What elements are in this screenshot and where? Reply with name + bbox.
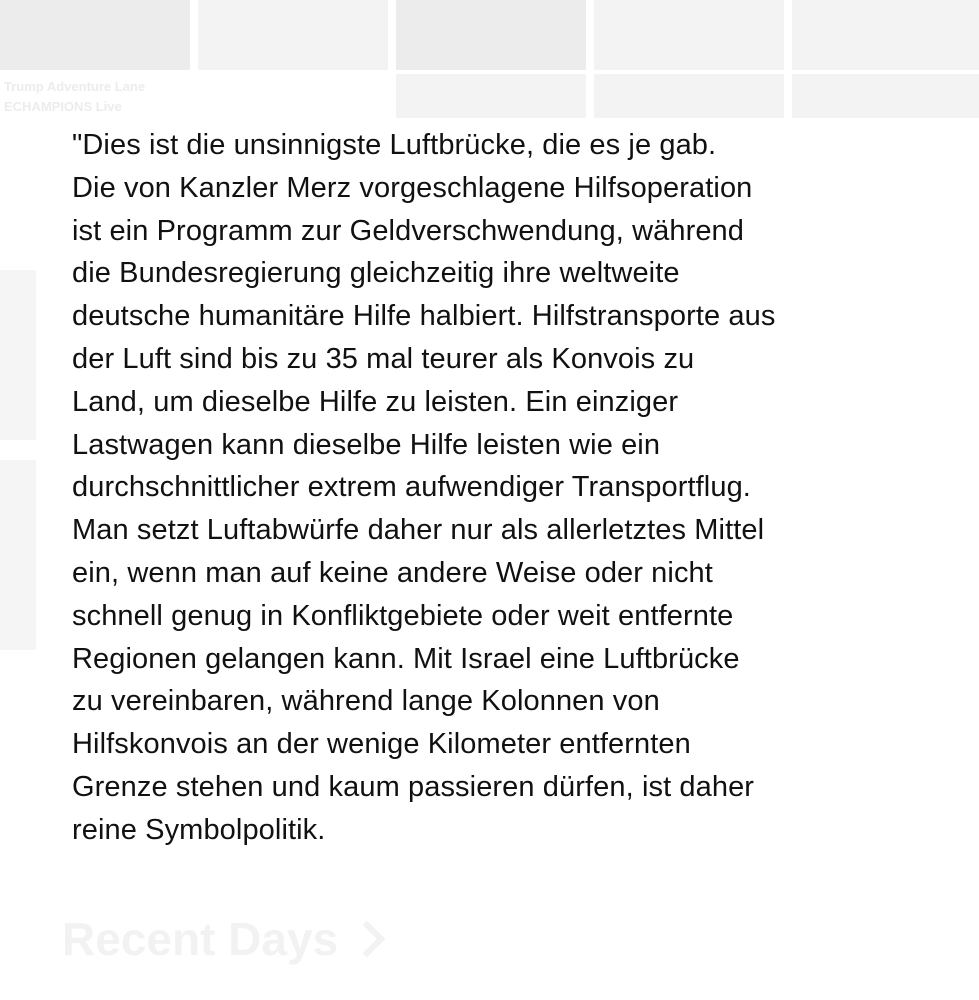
quote-line: Grenze stehen und kaum passieren dürfen, ist daher [72, 770, 755, 803]
background-thumbnail [792, 74, 979, 118]
background-thumbnail [594, 74, 784, 118]
quote-line: Land, um dieselbe Hilfe zu leisten. Ein einziger [72, 385, 679, 418]
background-thumbnail [594, 0, 784, 70]
quote-line: Man setzt Luftabwürfe daher nur als allerletztes Mittel [72, 514, 765, 547]
quote-line: ist ein Programm zur Geldverschwendung, während [72, 214, 745, 247]
quote-line: Lastwagen kann dieselbe Hilfe leisten wie ein [72, 428, 661, 461]
background-thumbnail [396, 74, 586, 118]
background-caption: ECHAMPIONS Live [4, 99, 122, 114]
background-caption: Trump Adventure Lane [4, 79, 146, 94]
quote-line: "Dies ist die unsinnigste Luftbrücke, die es je gab. [72, 129, 717, 161]
chevron-right-icon [349, 921, 386, 958]
quote-line: Hilfskonvois an der wenige Kilometer entfernten [72, 728, 691, 761]
quote-line: ein, wenn man auf keine andere Weise oder nicht [72, 556, 713, 589]
background-section-title [62, 912, 380, 966]
background-sidebar-strip [0, 460, 36, 650]
background-sidebar-strip [0, 270, 36, 440]
quote-line: die Bundesregierung gleichzeitig ihre weltweite [72, 257, 680, 290]
background-thumbnail [792, 0, 979, 70]
quote-line: durchschnittlicher extrem aufwendiger Transportflug. [72, 471, 751, 504]
quote-line: Die von Kanzler Merz vorgeschlagene Hilfsoperation [72, 171, 753, 204]
background-thumbnail [198, 0, 388, 70]
quote-line: zu vereinbaren, während lange Kolonnen von [72, 685, 660, 718]
quote-text-block [72, 124, 932, 852]
recent-days-label: Recent Days [62, 913, 339, 965]
background-thumbnail [396, 0, 586, 70]
quote-line: reine Symbolpolitik. [72, 813, 326, 846]
background-thumbnail [0, 0, 190, 70]
quote-line: deutsche humanitäre Hilfe halbiert. Hilfstransporte aus [72, 300, 776, 333]
quote-line: der Luft sind bis zu 35 mal teurer als Konvois zu [72, 342, 695, 375]
quote-line: Regionen gelangen kann. Mit Israel eine Luftbrücke [72, 642, 740, 675]
quote-line: schnell genug in Konfliktgebiete oder weit entfernte [72, 599, 734, 632]
